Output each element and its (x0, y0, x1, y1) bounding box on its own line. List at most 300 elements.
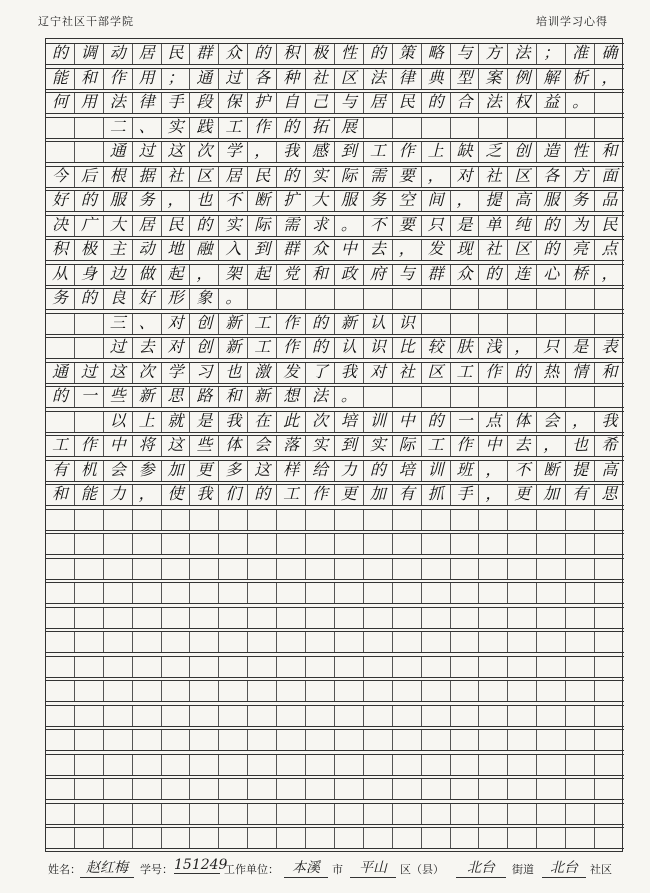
grid-cell (248, 510, 277, 530)
grid-cell (422, 657, 451, 677)
grid-cell: 用 (75, 93, 104, 113)
grid-cell: 不 (219, 191, 248, 211)
grid-cell: 较 (422, 338, 451, 358)
grid-cell: 。 (219, 289, 248, 309)
grid-cell (190, 559, 219, 579)
grid-cell: 好 (133, 289, 162, 309)
grid-cell: 社 (162, 167, 191, 187)
grid-cell: 高 (508, 191, 537, 211)
grid-cell (46, 534, 75, 554)
grid-cell (566, 510, 595, 530)
grid-cell (566, 289, 595, 309)
grid-cell: 准 (566, 44, 595, 64)
name-label: 姓名： (48, 863, 81, 876)
grid-cell (335, 755, 364, 775)
community-value: 北台 (542, 857, 586, 878)
grid-cell: 积 (277, 44, 306, 64)
grid-cell: ； (162, 69, 191, 89)
grid-cell (335, 534, 364, 554)
grid-cell (190, 779, 219, 799)
grid-cell: 动 (104, 44, 133, 64)
grid-cell: 此 (277, 412, 306, 432)
grid-cell: 实 (162, 118, 191, 138)
grid-cell (277, 534, 306, 554)
grid-cell (364, 804, 393, 824)
grid-cell (508, 387, 537, 407)
grid-cell: 对 (451, 167, 480, 187)
grid-cell (335, 779, 364, 799)
grid-cell: 单 (479, 216, 508, 236)
grid-cell (219, 510, 248, 530)
grid-cell: 践 (190, 118, 219, 138)
grid-cell: 起 (162, 265, 191, 285)
grid-cell (46, 510, 75, 530)
grid-cell: 的 (364, 44, 393, 64)
grid-cell (46, 583, 75, 603)
grid-cell (46, 559, 75, 579)
grid-cell (248, 583, 277, 603)
grid-cell: 与 (451, 44, 480, 64)
grid-cell (595, 534, 624, 554)
grid-cell: 认 (335, 338, 364, 358)
grid-cell: 面 (601, 166, 618, 185)
grid-cell: 广 (75, 216, 104, 236)
grid-cell: 的 (75, 191, 104, 211)
grid-cell (508, 118, 537, 138)
grid-cell (451, 583, 480, 603)
grid-cell: 去 (508, 436, 537, 456)
grid-cell (190, 804, 219, 824)
grid-cell: 对 (364, 363, 393, 383)
grid-cell: 的 (46, 44, 75, 64)
grid-cell: 工 (364, 142, 393, 162)
grid-cell: 们 (219, 485, 248, 505)
grid-cell: 作 (277, 338, 306, 358)
grid-cell: 际 (393, 436, 422, 456)
grid-cell (248, 534, 277, 554)
grid-cell: 也 (190, 191, 219, 211)
grid-cell (595, 559, 624, 579)
grid-cell (364, 583, 393, 603)
grid-cell: 。 (566, 93, 595, 113)
grid-cell: 只 (422, 216, 451, 236)
grid-cell (133, 804, 162, 824)
grid-cell (104, 755, 133, 775)
grid-cell (479, 755, 508, 775)
grid-cell: 工 (248, 338, 277, 358)
grid-cell (595, 657, 624, 677)
grid-cell (219, 804, 248, 824)
grid-cell: 、 (133, 118, 162, 138)
grid-cell: 、 (133, 314, 162, 334)
grid-cell (537, 681, 566, 701)
grid-cell (277, 706, 306, 726)
grid-cell: 以 (104, 412, 133, 432)
grid-cell (422, 314, 451, 334)
grid-cell: 的 (422, 93, 451, 113)
grid-cell (537, 632, 566, 652)
grid-cell: 希 (601, 436, 618, 454)
grid-cell (162, 779, 191, 799)
grid-cell (133, 755, 162, 775)
grid-cell (508, 657, 537, 677)
grid-cell (277, 289, 306, 309)
grid-cell (422, 559, 451, 579)
grid-cell (277, 559, 306, 579)
grid-cell (162, 804, 191, 824)
grid-cell: 策 (393, 44, 422, 64)
grid-cell: 边 (104, 265, 133, 285)
grid-cell: 手 (162, 93, 191, 113)
grid-cell (104, 559, 133, 579)
grid-cell: ， (479, 485, 508, 505)
grid-cell: 缺 (451, 142, 480, 162)
grid-cell (46, 314, 75, 334)
grid-cell: 高 (601, 460, 618, 479)
grid-cell: 二 (104, 118, 133, 138)
grid-cell (75, 534, 104, 554)
grid-cell (595, 681, 624, 701)
writing-line (46, 729, 624, 751)
grid-cell (190, 706, 219, 726)
grid-cell: 方 (566, 167, 595, 187)
institution-name: 辽宁社区干部学院 (38, 15, 134, 28)
grid-cell: 能 (75, 485, 104, 505)
grid-cell (75, 338, 104, 358)
grid-cell (595, 608, 624, 628)
grid-cell: 。 (335, 387, 364, 407)
grid-cell (364, 706, 393, 726)
grid-cell: 形 (162, 289, 191, 309)
grid-cell (508, 730, 537, 750)
grid-cell (46, 632, 75, 652)
grid-cell: 会 (104, 461, 133, 481)
grid-cell: 型 (451, 69, 480, 89)
grid-cell: 这 (248, 461, 277, 481)
writing-line (46, 362, 624, 384)
grid-cell (364, 608, 393, 628)
grid-cell (508, 559, 537, 579)
grid-cell: 民 (393, 93, 422, 113)
grid-cell: 和 (601, 362, 618, 381)
grid-cell (75, 314, 104, 334)
student-id-label: 学号： (140, 863, 173, 876)
grid-cell (479, 534, 508, 554)
grid-cell: 一 (451, 412, 480, 432)
grid-cell: 到 (335, 142, 364, 162)
grid-cell (393, 559, 422, 579)
grid-cell: ， (248, 142, 277, 162)
grid-cell (46, 779, 75, 799)
grid-cell (422, 289, 451, 309)
grid-cell (306, 755, 335, 775)
grid-cell (104, 534, 133, 554)
grid-cell (566, 755, 595, 775)
grid-cell: 发 (422, 240, 451, 260)
grid-cell: 点 (601, 240, 618, 258)
grid-cell (364, 755, 393, 775)
grid-cell: 区 (508, 167, 537, 187)
grid-cell: 实 (306, 436, 335, 456)
grid-cell: 的 (277, 167, 306, 187)
grid-cell: 主 (104, 240, 133, 260)
grid-cell (566, 657, 595, 677)
grid-cell: 要 (393, 167, 422, 187)
grid-cell: 新 (248, 387, 277, 407)
grid-cell (393, 583, 422, 603)
grid-cell: 去 (133, 338, 162, 358)
grid-cell: 区 (190, 167, 219, 187)
grid-cell: 党 (277, 265, 306, 285)
city-label: 市 (332, 863, 343, 876)
grid-cell: 作 (451, 436, 480, 456)
grid-cell: 解 (537, 69, 566, 89)
grid-cell (190, 828, 219, 848)
grid-cell (46, 755, 75, 775)
writing-line (46, 558, 624, 580)
grid-cell (451, 706, 480, 726)
grid-cell: 工 (422, 436, 451, 456)
grid-cell (248, 804, 277, 824)
grid-cell (190, 730, 219, 750)
grid-cell (566, 583, 595, 603)
student-id-value: 151249 (174, 857, 228, 873)
grid-cell: 参 (133, 461, 162, 481)
grid-cell: ， (537, 436, 566, 456)
grid-cell (451, 559, 480, 579)
grid-cell (364, 387, 393, 407)
grid-cell (537, 730, 566, 750)
grid-cell (566, 730, 595, 750)
grid-cell: 新 (219, 314, 248, 334)
grid-cell (277, 779, 306, 799)
writing-line (46, 607, 624, 629)
writing-line (46, 435, 624, 457)
grid-cell (133, 632, 162, 652)
grid-cell: 法 (364, 69, 393, 89)
grid-cell: 激 (248, 363, 277, 383)
grid-cell (277, 632, 306, 652)
grid-cell: 有 (566, 485, 595, 505)
grid-cell (162, 828, 191, 848)
grid-cell (248, 632, 277, 652)
grid-cell: 路 (190, 387, 219, 407)
grid-cell (595, 730, 624, 750)
grid-cell: 品 (601, 191, 618, 209)
grid-cell: 作 (306, 485, 335, 505)
grid-cell: 的 (479, 265, 508, 285)
grid-cell (451, 779, 480, 799)
grid-cell (566, 779, 595, 799)
grid-cell (537, 387, 566, 407)
grid-cell (595, 314, 624, 334)
grid-cell (566, 608, 595, 628)
grid-cell: 思 (162, 387, 191, 407)
grid-cell (566, 804, 595, 824)
grid-cell (537, 314, 566, 334)
grid-cell: 拓 (306, 118, 335, 138)
grid-cell: 乏 (479, 142, 508, 162)
grid-cell: 中 (393, 412, 422, 432)
grid-cell (451, 804, 480, 824)
grid-cell: 做 (133, 265, 162, 285)
grid-cell: 入 (219, 240, 248, 260)
grid-cell (306, 828, 335, 848)
grid-cell: 断 (248, 191, 277, 211)
grid-cell: 社 (393, 363, 422, 383)
grid-cell: 心 (537, 265, 566, 285)
grid-cell: ， (566, 412, 595, 432)
grid-cell (422, 534, 451, 554)
grid-cell (566, 828, 595, 848)
grid-cell (162, 583, 191, 603)
grid-cell (46, 142, 75, 162)
grid-cell (162, 510, 191, 530)
grid-cell (162, 559, 191, 579)
grid-cell (508, 804, 537, 824)
grid-cell: 抓 (422, 485, 451, 505)
grid-cell: 性 (335, 44, 364, 64)
grid-cell: 的 (75, 289, 104, 309)
grid-cell (306, 534, 335, 554)
grid-cell (277, 583, 306, 603)
grid-cell: 保 (219, 93, 248, 113)
grid-cell (479, 314, 508, 334)
grid-cell: 加 (162, 461, 191, 481)
grid-cell (451, 730, 480, 750)
grid-cell: 大 (306, 191, 335, 211)
grid-cell: 略 (422, 44, 451, 64)
grid-cell: 表 (601, 338, 618, 356)
grid-cell (393, 681, 422, 701)
grid-cell: 与 (335, 93, 364, 113)
grid-cell: 次 (306, 412, 335, 432)
grid-cell: 上 (422, 142, 451, 162)
grid-cell (46, 657, 75, 677)
grid-cell (451, 510, 480, 530)
grid-cell (277, 828, 306, 848)
grid-cell (479, 804, 508, 824)
grid-cell (508, 632, 537, 652)
grid-cell: 工 (46, 436, 75, 456)
grid-cell: 为 (566, 216, 595, 236)
grid-cell: 法 (479, 93, 508, 113)
grid-cell (133, 828, 162, 848)
grid-cell (537, 706, 566, 726)
grid-cell: 更 (190, 461, 219, 481)
grid-cell: 府 (364, 265, 393, 285)
grid-cell (422, 681, 451, 701)
grid-cell: 案 (479, 69, 508, 89)
grid-cell: 要 (393, 216, 422, 236)
grid-cell: 会 (248, 436, 277, 456)
grid-cell (335, 510, 364, 530)
grid-cell (537, 534, 566, 554)
grid-cell: 的 (306, 314, 335, 334)
grid-cell: ， (393, 240, 422, 260)
grid-cell: 务 (46, 289, 75, 309)
grid-cell (422, 828, 451, 848)
grid-cell (219, 755, 248, 775)
grid-cell (75, 755, 104, 775)
grid-cell: ， (133, 485, 162, 505)
grid-cell (133, 779, 162, 799)
grid-cell: 的 (248, 485, 277, 505)
work-unit-label: 工作单位： (224, 863, 279, 876)
grid-cell (335, 583, 364, 603)
grid-cell (537, 608, 566, 628)
grid-cell: 我 (219, 412, 248, 432)
grid-cell (364, 289, 393, 309)
grid-cell: 通 (190, 69, 219, 89)
grid-cell: 务 (133, 191, 162, 211)
grid-cell (75, 510, 104, 530)
grid-cell (508, 314, 537, 334)
grid-cell (219, 608, 248, 628)
grid-cell (451, 314, 480, 334)
writing-line (46, 484, 624, 506)
grid-cell (162, 706, 191, 726)
writing-line (46, 117, 624, 139)
grid-cell: 对 (162, 314, 191, 334)
grid-cell (46, 608, 75, 628)
writing-line (46, 166, 624, 188)
grid-cell: 我 (277, 142, 306, 162)
grid-cell (537, 657, 566, 677)
grid-cell: 就 (162, 412, 191, 432)
grid-cell (537, 828, 566, 848)
grid-cell (422, 632, 451, 652)
grid-cell: 培 (393, 461, 422, 481)
grid-cell (248, 730, 277, 750)
grid-cell: 展 (335, 118, 364, 138)
grid-cell (75, 118, 104, 138)
grid-cell: 这 (162, 436, 191, 456)
grid-cell: 和 (306, 265, 335, 285)
writing-line (46, 288, 624, 310)
grid-cell: 护 (248, 93, 277, 113)
grid-cell: 不 (508, 461, 537, 481)
grid-cell (393, 118, 422, 138)
grid-cell (306, 632, 335, 652)
grid-cell: 力 (104, 485, 133, 505)
grid-cell (190, 755, 219, 775)
writing-line (46, 141, 624, 163)
grid-cell: 作 (248, 118, 277, 138)
grid-cell (479, 730, 508, 750)
grid-cell: 实 (364, 436, 393, 456)
grid-cell: 性 (566, 142, 595, 162)
grid-cell: ， (190, 265, 219, 285)
grid-cell: 识 (364, 338, 393, 358)
grid-cell: 过 (75, 363, 104, 383)
grid-cell (335, 804, 364, 824)
grid-cell (335, 681, 364, 701)
grid-cell: 的 (277, 118, 306, 138)
grid-cell (364, 559, 393, 579)
grid-cell: 作 (393, 142, 422, 162)
grid-cell (451, 828, 480, 848)
grid-cell (422, 118, 451, 138)
grid-cell: 政 (335, 265, 364, 285)
grid-cell: 融 (190, 240, 219, 260)
grid-cell: 比 (393, 338, 422, 358)
grid-cell: 和 (601, 142, 618, 160)
grid-cell (422, 755, 451, 775)
grid-cell: 益 (537, 93, 566, 113)
grid-cell (508, 608, 537, 628)
writing-line (46, 656, 624, 678)
